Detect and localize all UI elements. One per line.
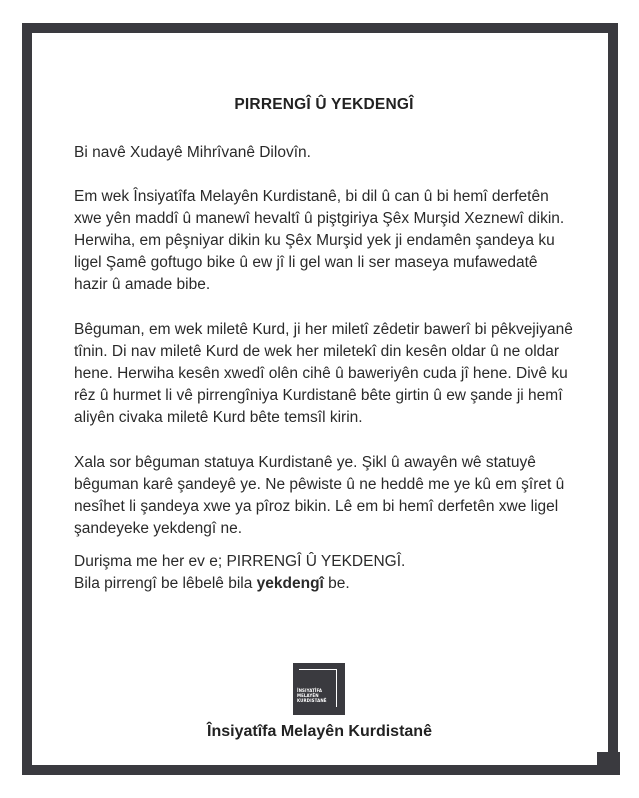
document-title: PIRRENGÎ Û YEKDENGÎ [234, 96, 414, 113]
paragraph-closing [74, 573, 574, 595]
paragraph-greeting: Bi navê Xudayê Mihrîvanê Dilovîn. [74, 144, 311, 161]
paragraph-coexistence: Bêguman, em wek miletê Kurd, ji her miletî zêdetir bawerî bi pêkvejiyanê tînin. Di nav miletê Kurd de wek her miletekî din kesên oldar û ne oldar hene. Herwiha kesên xwedî olên cihê û baweriyên cuda jî hene. Divê ku rêz û hurmet li vê pirrengîniya Kurdistanê bête girtin û ew şande ji hemî aliyên civaka miletê Kurd bête temsîl kirin. [74, 321, 573, 426]
paragraph-slogan: Durişma me her ev e; PIRRENGÎ Û YEKDENGÎ. [74, 553, 406, 570]
logo-line-1: ÎNSIYATÎFA [297, 688, 323, 693]
signature-organization: Însiyatîfa Melayên Kurdistanê [207, 723, 432, 740]
paragraph-status: Xala sor bêguman statuya Kurdistanê ye. Şikl û awayên wê statuyê bêguman karê şandeyê ye. Ne pêwiste û ne heddê me ye kû em şîret û nesîhet li şandeya xwe ya pîroz bikin. Lê em bi hemî derfetên xwe ligel şandeyeke yekdengî ne. [74, 454, 565, 537]
closing-suffix: be. [323, 575, 350, 592]
organization-logo [293, 663, 345, 715]
corner-decoration [597, 752, 620, 775]
logo-line-3: KURDISTANÊ [297, 698, 327, 703]
paragraph-support: Em wek Însiyatîfa Melayên Kurdistanê, bi dil û can û bi hemî derfetên xwe yên maddî û manewî hevaltî û piştgiriya Şêx Murşid Xeznewî dikin. Herwiha, em pêşniyar dikin ku Şêx Murşid yek ji endamên şandeya ku ligel Şamê goftugo bike û ew jî li gel wan li ser maseya mufawedatê hazir û amade bibe. [74, 188, 565, 293]
closing-prefix: Bila pirrengî be lêbelê bila [74, 575, 257, 592]
logo-text [297, 688, 341, 703]
closing-emphasis: yekdengî [256, 575, 324, 592]
logo-line-2: MELAYÊN [297, 693, 319, 698]
